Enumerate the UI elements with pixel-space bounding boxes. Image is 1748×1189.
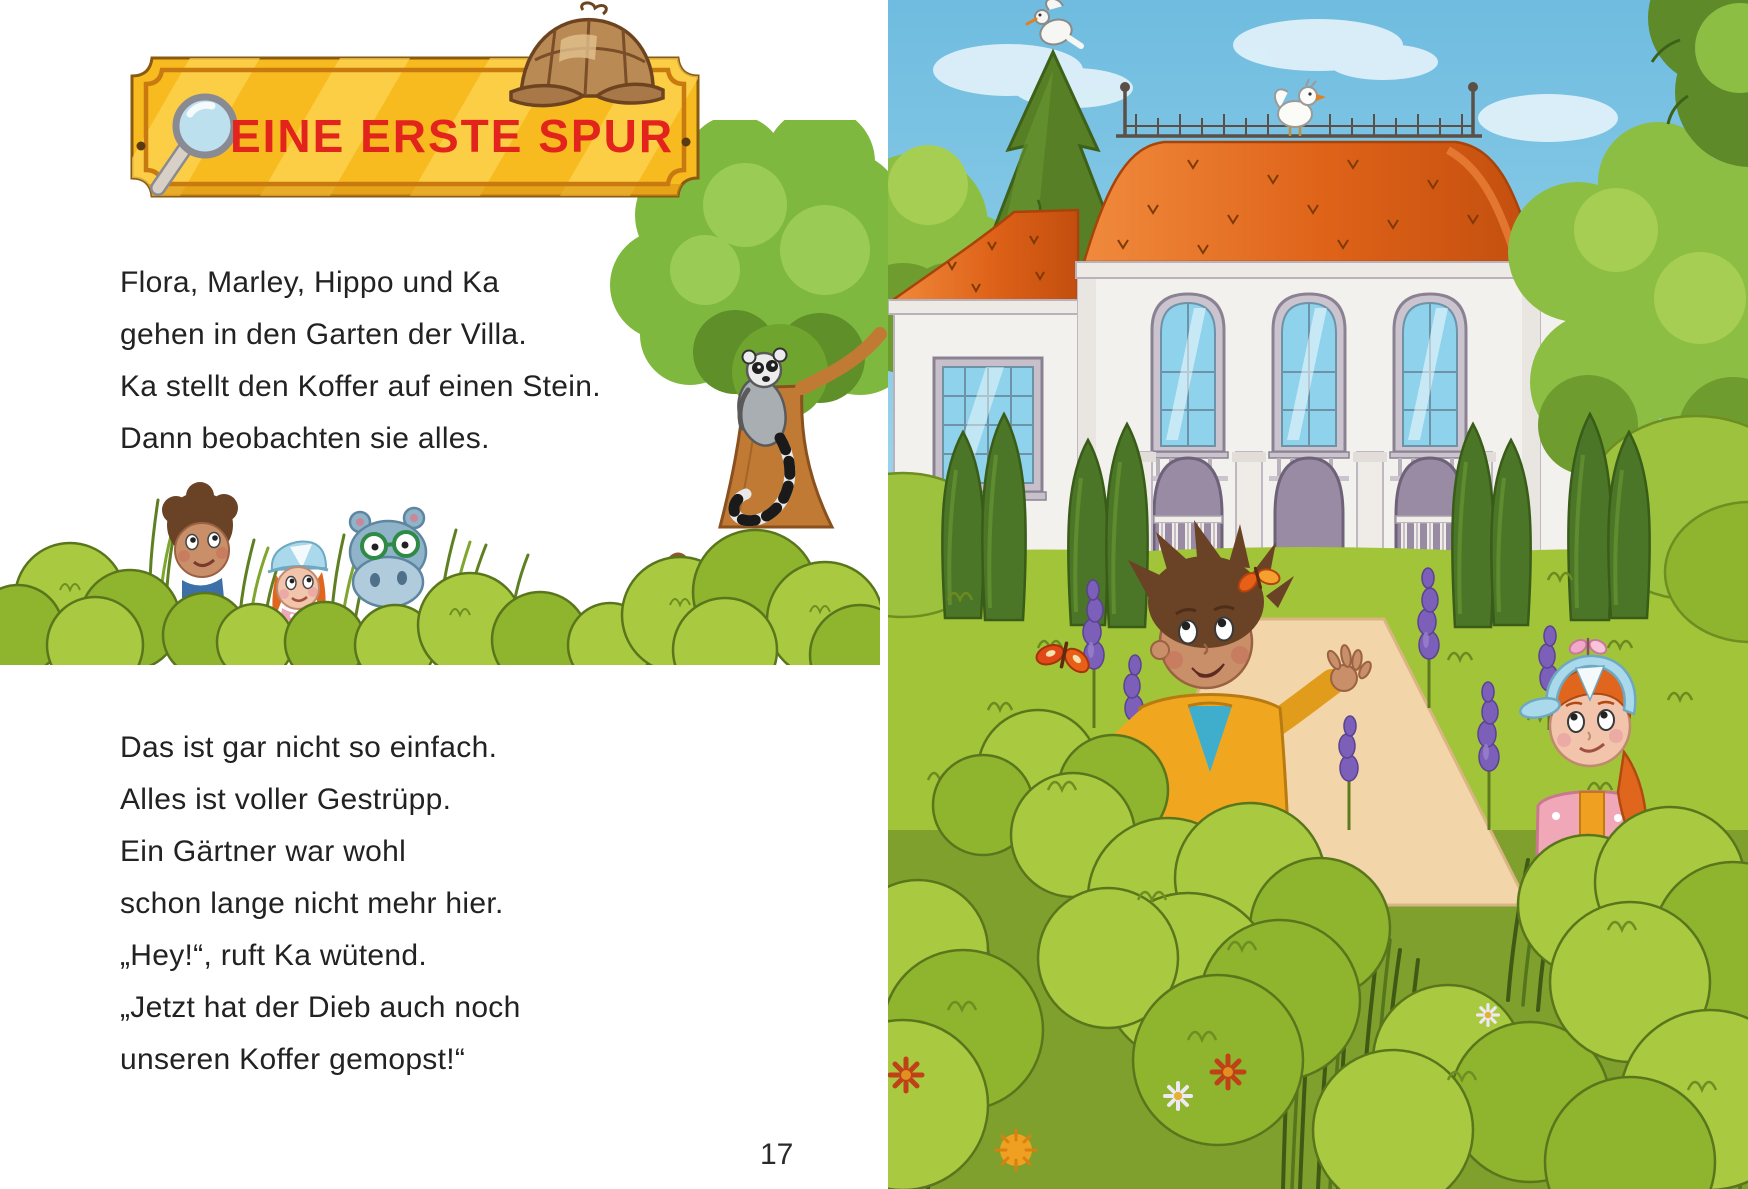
page-number: 17 <box>760 1138 794 1171</box>
chapter-title: EINE ERSTE SPUR <box>229 110 675 162</box>
text-line: Ka stellt den Koffer auf einen Stein. <box>120 370 601 403</box>
text-line: Flora, Marley, Hippo und Ka <box>120 266 500 299</box>
chapter-banner <box>120 0 720 215</box>
text-line: Alles ist voller Gestrüpp. <box>120 783 452 816</box>
text-line: unseren Koffer gemopst!“ <box>120 1043 466 1076</box>
detective-hat-icon <box>511 3 663 106</box>
garden-villa-illustration <box>888 0 1748 1189</box>
text-line: Dann beobachten sie alles. <box>120 422 490 455</box>
nail-dot <box>137 142 146 151</box>
text-line: Das ist gar nicht so einfach. <box>120 731 498 764</box>
paragraph-2 <box>120 722 521 1086</box>
text-line: gehen in den Garten der Villa. <box>120 318 528 351</box>
text-line: Ein Gärtner war wohl <box>120 835 407 868</box>
dandelion <box>996 1130 1036 1170</box>
bushes <box>0 530 880 665</box>
arched-windows <box>1148 294 1470 481</box>
nail-dot <box>682 138 691 147</box>
text-line: „Hey!“, ruft Ka wütend. <box>120 939 428 972</box>
text-line: schon lange nicht mehr hier. <box>120 887 504 920</box>
red-daisy <box>1212 1056 1244 1088</box>
white-daisy <box>1165 1083 1191 1109</box>
hiding-boy <box>162 482 238 598</box>
text-line: „Jetzt hat der Dieb auch noch <box>120 991 521 1024</box>
white-daisy <box>1478 1005 1499 1026</box>
bush-strip-illustration <box>0 430 880 665</box>
red-daisy <box>890 1059 922 1091</box>
